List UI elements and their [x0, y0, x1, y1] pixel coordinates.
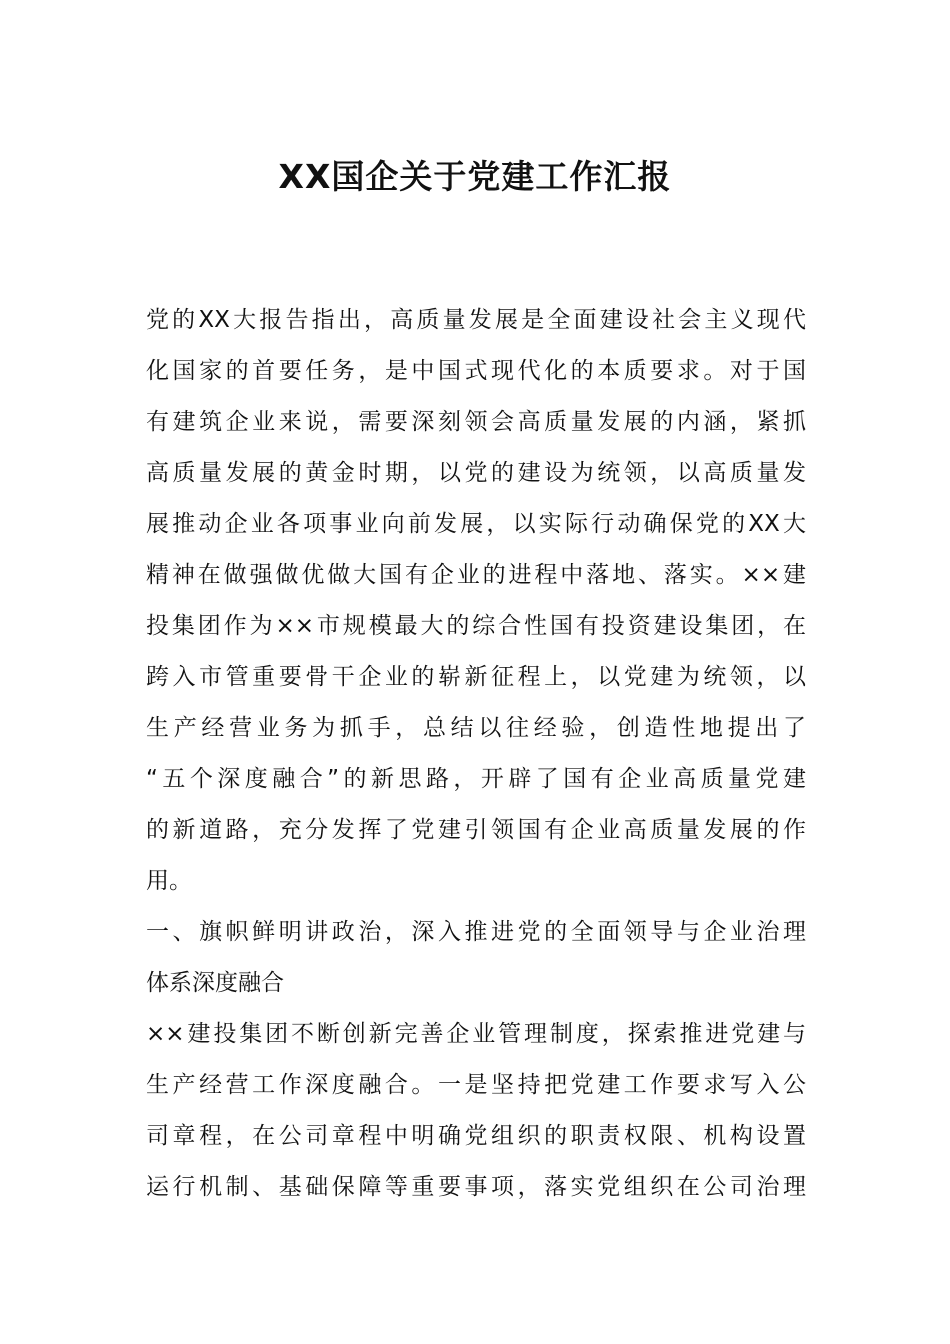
body-line: ××建投集团不断创新完善企业管理制度，探索推进党建与 — [146, 1021, 806, 1047]
body-line: 精神在做强做优做大国有企业的进程中落地、落实。××建 — [146, 562, 806, 588]
body-line: 生产经营业务为抓手，总结以往经验，创造性地提出了 — [146, 715, 806, 741]
body-line: 的新道路，充分发挥了党建引领国有企业高质量发展的作 — [146, 817, 806, 843]
document-title: XX国企关于党建工作汇报 — [278, 157, 672, 196]
body-line: 生产经营工作深度融合。一是坚持把党建工作要求写入公 — [146, 1072, 806, 1098]
body-line: 有建筑企业来说，需要深刻领会高质量发展的内涵，紧抓 — [146, 409, 806, 435]
body-line: 党的XX大报告指出，高质量发展是全面建设社会主义现代 — [146, 307, 806, 333]
body-line: 投集团作为××市规模最大的综合性国有投资建设集团，在 — [146, 613, 806, 639]
body-line: 展推动企业各项事业向前发展，以实际行动确保党的XX大 — [146, 511, 806, 537]
document-body — [146, 295, 806, 1213]
body-line: 高质量发展的黄金时期，以党的建设为统领，以高质量发 — [146, 460, 806, 486]
body-line: 司章程，在公司章程中明确党组织的职责权限、机构设置 — [146, 1123, 806, 1149]
body-line: 化国家的首要任务，是中国式现代化的本质要求。对于国 — [146, 358, 806, 384]
body-line: 用。 — [146, 868, 192, 894]
body-line: 跨入市管重要骨干企业的崭新征程上，以党建为统领，以 — [146, 664, 806, 690]
section-heading-line: 一、旗帜鲜明讲政治，深入推进党的全面领导与企业治理 — [146, 919, 806, 945]
section-heading-line: 体系深度融合 — [146, 970, 284, 996]
body-line: 运行机制、基础保障等重要事项，落实党组织在公司治理 — [146, 1174, 806, 1200]
body-line: “五个深度融合”的新思路，开辟了国有企业高质量党建 — [146, 766, 806, 792]
